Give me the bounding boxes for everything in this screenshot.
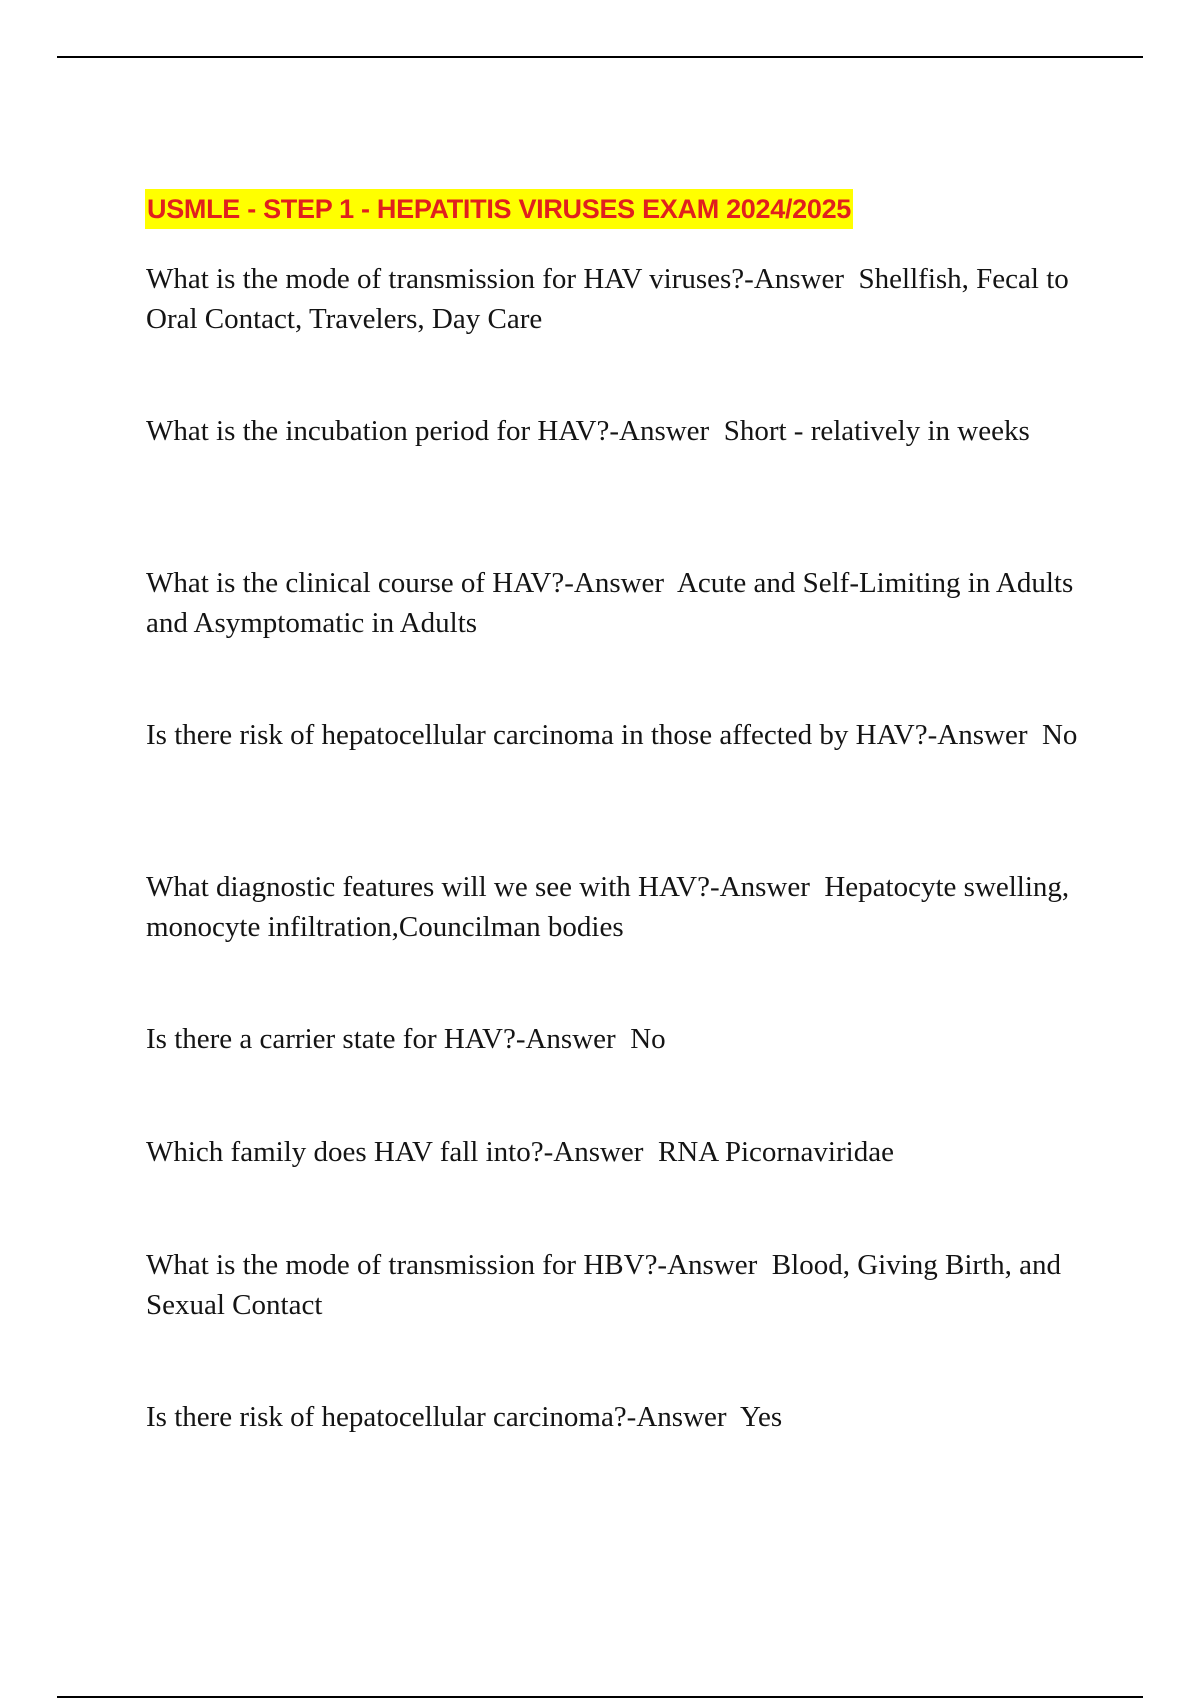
- answer-text: Yes: [739, 1401, 783, 1433]
- qa-item: [146, 259, 1086, 339]
- question-text: Is there risk of hepatocellular carcinoma in those affected by HAV?-Answer: [146, 719, 1028, 751]
- qa-item: [146, 1132, 1086, 1172]
- qa-item: [146, 1019, 1086, 1059]
- answer-text: No: [630, 1023, 666, 1055]
- answer-text: Blood, Giving Birth, and Sexual Contact: [146, 1249, 1061, 1321]
- qa-item: [146, 1245, 1086, 1325]
- document-title: USMLE - STEP 1 - HEPATITIS VIRUSES EXAM 2024/2025: [145, 189, 853, 229]
- answer-text: Short - relatively in weeks: [723, 415, 1030, 447]
- qa-item: [146, 563, 1086, 643]
- answer-text: Acute and Self-Limiting in Adults and Asymptomatic in Adults: [146, 567, 1074, 639]
- question-text: What diagnostic features will we see with HAV?-Answer: [146, 871, 810, 903]
- qa-item: [146, 411, 1086, 451]
- qa-item: [146, 1397, 1086, 1437]
- answer-text: No: [1041, 719, 1078, 751]
- answer-text: Shellfish, Fecal to Oral Contact, Travelers, Day Care: [146, 263, 1069, 335]
- answer-text: Hepatocyte swelling, monocyte infiltration,Councilman bodies: [146, 871, 1070, 943]
- question-text: What is the mode of transmission for HAV viruses?-Answer: [146, 263, 845, 295]
- qa-item: [146, 867, 1086, 947]
- question-text: Which family does HAV fall into?-Answer: [146, 1136, 644, 1168]
- header-rule: [57, 56, 1143, 58]
- question-text: What is the incubation period for HAV?-Answer: [146, 415, 710, 447]
- qa-item: [146, 715, 1086, 755]
- question-text: Is there risk of hepatocellular carcinoma?-Answer: [146, 1401, 727, 1433]
- footer-rule: [57, 1696, 1143, 1698]
- question-text: Is there a carrier state for HAV?-Answer: [146, 1023, 616, 1055]
- question-text: What is the clinical course of HAV?-Answer: [146, 567, 665, 599]
- question-text: What is the mode of transmission for HBV?-Answer: [146, 1249, 758, 1281]
- answer-text: RNA Picornaviridae: [657, 1136, 894, 1168]
